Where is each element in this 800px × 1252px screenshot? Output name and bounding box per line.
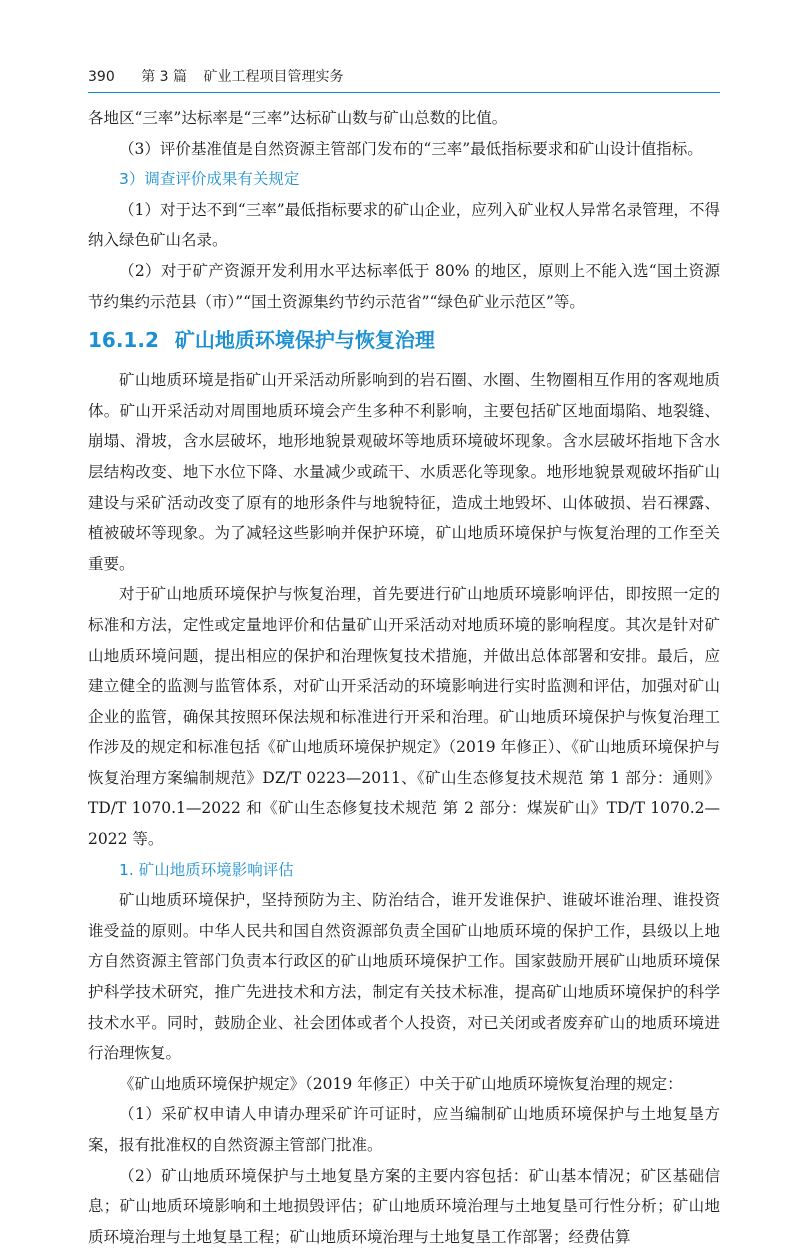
part-label: 第 3 篇 xyxy=(141,69,187,85)
paragraph: 《矿山地质环境保护规定》（2019 年修正）中关于矿山地质环境恢复治理的规定： xyxy=(119,1074,683,1093)
paragraph: 对于矿山地质环境保护与恢复治理，首先要进行矿山地质环境影响评估，即按照一定的标准和方法，定性或定量地评价和估量矿山开采活动对地质环境的影响程度。其次是针对矿山地质环境问题，提出相应的保护和治理恢复技术措施，并做出总体部署和安排。最后，应建立健全的监测与监管体系，对矿山开采活动的环境影响进行实时监测和评估，加强对矿山企业的监管，确保其按照环保法规和标准进行开采和治理。矿山地质环境保护与恢复治理工作涉及的规定和标准包括《矿山地质环境保护规定》（2019 年修正）、《矿山地质环境保护与恢复治理方案编制规范》DZ/T 0223—2011、《矿山生态修复技术规范 第 1 部分：通则》TD/T 1070.1—2022 和《矿山生态修复技术规范 第 2 部分：煤炭矿山》TD/T 1070.2—2022 等。 xyxy=(88,585,720,849)
section-heading xyxy=(88,325,720,355)
paragraph: 矿山地质环境保护，坚持预防为主、防治结合，谁开发谁保护、谁破坏谁治理、谁投资谁受益的原则。中华人民共和国自然资源部负责全国矿山地质环境的保护工作，县级以上地方自然资源主管部门负责本行政区的矿山地质环境保护工作。国家鼓励开展矿山地质环境保护科学技术研究，推广先进技术和方法，制定有关技术标准，提高矿山地质环境保护的科学技术水平。同时，鼓励企业、社会团体或者个人投资，对已关闭或者废弃矿山的地质环境进行治理恢复。 xyxy=(88,891,720,1063)
book-title: 矿业工程项目管理实务 xyxy=(203,69,344,85)
header-divider xyxy=(88,92,720,93)
paragraph: （2）矿山地质环境保护与土地复垦方案的主要内容包括：矿山基本情况；矿区基础信息；矿山地质环境影响和土地损毁评估；矿山地质环境治理与土地复垦可行性分析；矿山地质环境治理与土地复垦工程；矿山地质环境治理与土地复垦工作部署；经费估算 xyxy=(88,1166,720,1246)
paragraph: （1）采矿权申请人申请办理采矿许可证时，应当编制矿山地质环境保护与土地复垦方案，报有批准权的自然资源主管部门批准。 xyxy=(88,1105,720,1154)
paragraph: 各地区“三率”达标率是“三率”达标矿山数与矿山总数的比值。 xyxy=(88,109,508,127)
paragraph: （3）评价基准值是自然资源主管部门发布的“三率”最低指标要求和矿山设计值指标。 xyxy=(119,139,703,158)
page-body xyxy=(88,103,720,1252)
subheading: 1. 矿山地质环境影响评估 xyxy=(119,860,294,879)
section-number: 16.1.2 xyxy=(88,328,159,353)
section-title: 矿山地质环境保护与恢复治理 xyxy=(174,328,435,353)
running-header xyxy=(88,66,720,86)
paragraph: 矿山地质环境是指矿山开采活动所影响到的岩石圈、水圈、生物圈相互作用的客观地质体。矿山开采活动对周围地质环境会产生多种不利影响，主要包括矿区地面塌陷、地裂缝、崩塌、滑坡，含水层破坏，地形地貌景观破坏等地质环境破坏现象。含水层破坏指地下含水层结构改变、地下水位下降、水量减少或疏干、水质恶化等现象。地形地貌景观破坏指矿山建设与采矿活动改变了原有的地形条件与地貌特征，造成土地毁坏、山体破损、岩石裸露、植被破坏等现象。为了减轻这些影响并保护环境，矿山地质环境保护与恢复治理的工作至关重要。 xyxy=(88,371,720,573)
paragraph: （2）对于矿产资源开发利用水平达标率低于 80% 的地区，原则上不能入选“国土资源节约集约示范县（市）”“国土资源集约节约示范省”“绿色矿业示范区”等。 xyxy=(88,261,720,311)
subheading: 3）调查评价成果有关规定 xyxy=(119,170,300,189)
page-number: 390 xyxy=(88,69,115,85)
paragraph: （1）对于达不到“三率”最低指标要求的矿山企业，应列入矿业权人异常名录管理，不得纳入绿色矿山名录。 xyxy=(88,200,720,250)
